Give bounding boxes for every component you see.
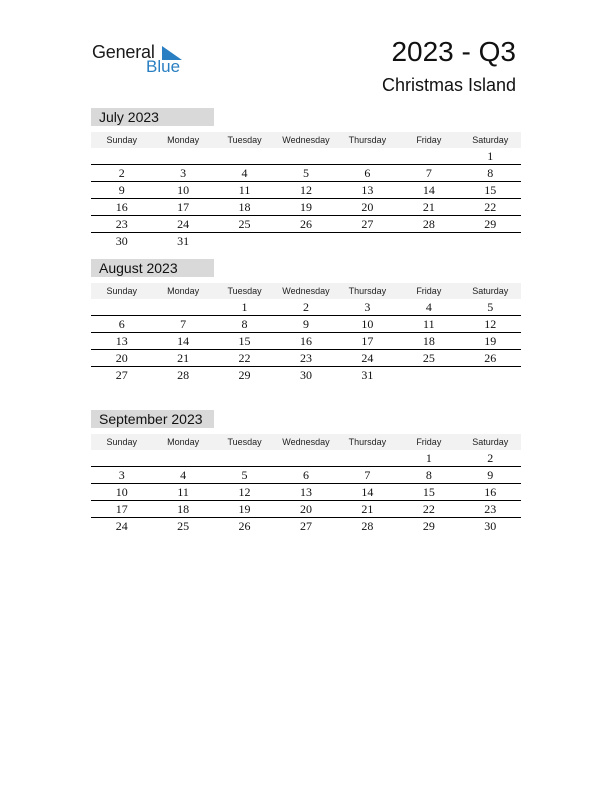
day-cell: 23 (484, 502, 497, 516)
weeks-container (91, 450, 521, 534)
weeks-container (91, 299, 521, 383)
month-block-august (91, 259, 521, 383)
weekday-header-row (91, 283, 521, 299)
day-cell: 15 (238, 334, 251, 348)
day-cell: 16 (299, 334, 312, 348)
day-cell (398, 148, 459, 164)
day-cell: 14 (361, 485, 374, 499)
week-row (91, 484, 521, 501)
day-cell: 22 (484, 200, 497, 214)
day-cell: 17 (115, 502, 128, 516)
weekday-label: Monday (167, 286, 200, 296)
day-cell: 11 (177, 485, 189, 499)
day-cell: 17 (177, 200, 190, 214)
day-cell: 7 (180, 317, 187, 331)
day-cell (460, 367, 521, 383)
day-cell: 28 (422, 217, 435, 231)
month-title: July 2023 (91, 108, 214, 126)
day-cell: 8 (241, 317, 248, 331)
weekday-label: Saturday (472, 135, 509, 145)
day-cell: 3 (118, 468, 125, 482)
day-cell (398, 233, 459, 249)
day-cell: 8 (487, 166, 494, 180)
day-cell: 12 (484, 317, 497, 331)
day-cell (337, 233, 398, 249)
day-cell: 12 (238, 485, 251, 499)
weekday-label: Wednesday (282, 437, 330, 447)
day-cell: 15 (422, 485, 435, 499)
day-cell: 5 (487, 300, 494, 314)
day-cell: 9 (487, 468, 494, 482)
day-cell: 29 (484, 217, 497, 231)
page-title: 2023 - Q3 (391, 36, 516, 67)
day-cell: 24 (361, 351, 374, 365)
day-cell (275, 233, 336, 249)
day-cell: 1 (487, 149, 494, 163)
weekday-label: Saturday (472, 437, 509, 447)
day-cell: 21 (361, 502, 374, 516)
day-cell: 29 (422, 519, 435, 533)
day-cell: 30 (115, 234, 128, 248)
day-cell: 30 (484, 519, 497, 533)
day-cell: 23 (299, 351, 312, 365)
day-cell: 16 (115, 200, 128, 214)
weekday-label: Wednesday (282, 135, 330, 145)
weekday-label: Sunday (106, 437, 137, 447)
day-cell: 13 (299, 485, 312, 499)
day-cell: 18 (177, 502, 190, 516)
week-row (91, 182, 521, 199)
weekday-label: Sunday (106, 135, 137, 145)
week-row (91, 501, 521, 518)
day-cell: 10 (361, 317, 374, 331)
page-subtitle: Christmas Island (381, 75, 516, 95)
day-cell (91, 148, 152, 164)
weekday-label: Sunday (106, 286, 137, 296)
week-row (91, 233, 521, 249)
weekday-header-row (91, 132, 521, 148)
weekday-label: Thursday (348, 286, 387, 296)
day-cell (152, 450, 213, 466)
day-cell (275, 450, 336, 466)
day-cell: 17 (361, 334, 374, 348)
weekday-label: Saturday (472, 286, 509, 296)
week-row (91, 350, 521, 367)
day-cell (91, 450, 152, 466)
day-cell: 19 (238, 502, 251, 516)
day-cell: 2 (302, 300, 309, 314)
day-cell: 26 (299, 217, 312, 231)
day-cell (398, 367, 459, 383)
day-cell: 7 (364, 468, 371, 482)
day-cell: 6 (118, 317, 125, 331)
day-cell: 21 (177, 351, 190, 365)
day-cell: 20 (361, 200, 374, 214)
week-row (91, 316, 521, 333)
weekday-label: Thursday (348, 437, 387, 447)
month-title: September 2023 (91, 410, 214, 428)
day-cell: 28 (361, 519, 374, 533)
day-cell (214, 450, 275, 466)
day-cell: 2 (487, 451, 494, 465)
day-cell: 4 (241, 166, 248, 180)
weekday-label: Monday (167, 135, 200, 145)
day-cell: 18 (422, 334, 435, 348)
day-cell: 27 (361, 217, 374, 231)
day-cell (337, 148, 398, 164)
day-cell: 19 (299, 200, 312, 214)
day-cell: 23 (115, 217, 128, 231)
day-cell: 20 (299, 502, 312, 516)
day-cell: 7 (425, 166, 432, 180)
weekday-label: Tuesday (227, 135, 262, 145)
day-cell: 12 (299, 183, 312, 197)
day-cell: 1 (241, 300, 248, 314)
day-cell: 3 (364, 300, 371, 314)
day-cell: 8 (425, 468, 432, 482)
day-cell: 27 (299, 519, 312, 533)
weekday-label: Friday (416, 437, 442, 447)
day-cell: 21 (422, 200, 435, 214)
day-cell (460, 233, 521, 249)
month-block-july (91, 108, 521, 249)
day-cell: 31 (177, 234, 190, 248)
week-row (91, 148, 521, 165)
day-cell: 22 (238, 351, 251, 365)
day-cell: 11 (238, 183, 251, 197)
day-cell: 19 (484, 334, 497, 348)
day-cell: 4 (425, 300, 432, 314)
day-cell: 9 (302, 317, 309, 331)
month-title: August 2023 (91, 259, 214, 277)
day-cell: 18 (238, 200, 251, 214)
day-cell: 22 (422, 502, 435, 516)
day-cell: 26 (238, 519, 251, 533)
day-cell: 13 (361, 183, 374, 197)
day-cell (214, 233, 275, 249)
weekday-header-row (91, 434, 521, 450)
week-row (91, 450, 521, 467)
day-cell: 5 (241, 468, 248, 482)
week-row (91, 333, 521, 350)
weekday-label: Tuesday (227, 286, 262, 296)
day-cell: 10 (177, 183, 190, 197)
day-cell: 27 (115, 368, 128, 382)
week-row (91, 299, 521, 316)
day-cell (214, 148, 275, 164)
weekday-label: Friday (416, 286, 442, 296)
day-cell: 29 (238, 368, 251, 382)
day-cell (275, 148, 336, 164)
day-cell: 31 (361, 368, 374, 382)
day-cell: 2 (118, 166, 125, 180)
day-cell: 5 (302, 166, 309, 180)
logo-blue-text: Blue (146, 57, 181, 76)
day-cell: 30 (299, 368, 312, 382)
day-cell: 6 (364, 166, 371, 180)
weekday-label: Monday (167, 437, 200, 447)
weekday-label: Friday (416, 135, 442, 145)
day-cell: 14 (177, 334, 190, 348)
week-row (91, 367, 521, 383)
day-cell: 4 (180, 468, 187, 482)
day-cell: 25 (422, 351, 435, 365)
weeks-container (91, 148, 521, 249)
day-cell: 9 (118, 183, 125, 197)
day-cell: 20 (115, 351, 128, 365)
day-cell: 24 (115, 519, 128, 533)
week-row (91, 518, 521, 534)
weekday-label: Tuesday (227, 437, 262, 447)
day-cell (91, 299, 152, 315)
weekday-label: Wednesday (282, 286, 330, 296)
week-row (91, 199, 521, 216)
day-cell (152, 148, 213, 164)
day-cell (152, 299, 213, 315)
day-cell: 11 (423, 317, 435, 331)
day-cell: 28 (177, 368, 190, 382)
day-cell: 26 (484, 351, 497, 365)
day-cell: 16 (484, 485, 497, 499)
logo (92, 42, 192, 78)
day-cell: 24 (177, 217, 190, 231)
day-cell: 1 (425, 451, 432, 465)
month-block-september (91, 410, 521, 534)
logo-general-text: General (92, 42, 155, 62)
week-row (91, 165, 521, 182)
week-row (91, 216, 521, 233)
day-cell: 10 (115, 485, 128, 499)
day-cell: 25 (238, 217, 251, 231)
day-cell: 14 (422, 183, 435, 197)
day-cell: 6 (302, 468, 309, 482)
day-cell (337, 450, 398, 466)
day-cell: 3 (180, 166, 187, 180)
day-cell: 25 (177, 519, 190, 533)
weekday-label: Thursday (348, 135, 387, 145)
day-cell: 13 (115, 334, 128, 348)
week-row (91, 467, 521, 484)
day-cell: 15 (484, 183, 497, 197)
